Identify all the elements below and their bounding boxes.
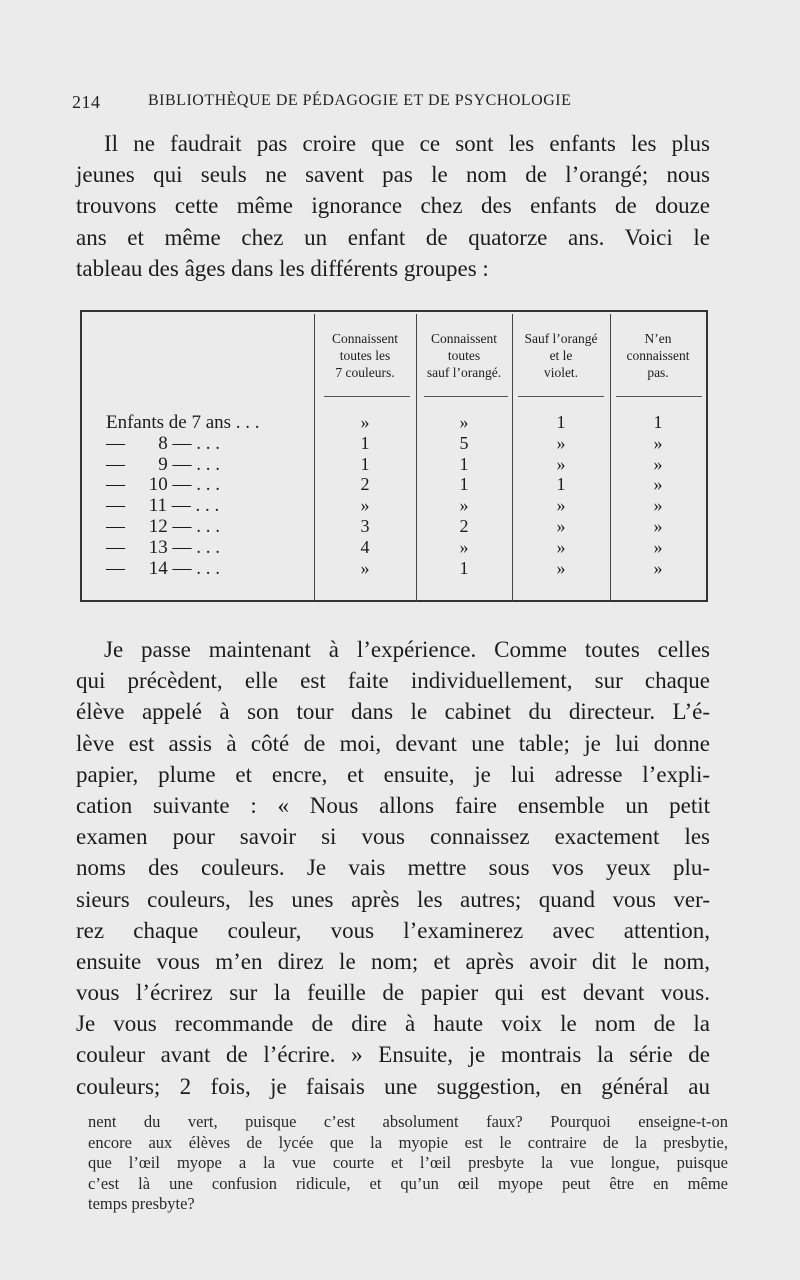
table-cell: » xyxy=(653,557,663,578)
row-label: — 9 — . . . xyxy=(106,453,220,475)
header-rule xyxy=(518,396,604,397)
table-cell: 2 xyxy=(459,516,469,536)
table-cell: » xyxy=(556,453,566,474)
table-cell: 1 xyxy=(459,557,469,578)
column-header: Sauf l’orangé et le violet. xyxy=(524,331,598,380)
table-cell: » xyxy=(459,495,469,516)
table-cell: » xyxy=(459,536,469,557)
paragraph-experiment xyxy=(76,634,710,1102)
age-groups-table xyxy=(80,310,708,602)
table-cell: 1 xyxy=(653,412,663,432)
table-cell: » xyxy=(360,557,370,578)
table-cell: » xyxy=(653,474,663,495)
text-line: examen pour savoir si vous connaissez exactement les xyxy=(76,824,710,850)
table-cell: 4 xyxy=(360,536,370,557)
table-cell: 1 xyxy=(556,412,566,432)
table-cell: » xyxy=(653,536,663,557)
footnote-line: nent du vert, puisque c’est absolument faux? Pourquoi enseigne-t-on xyxy=(88,1112,728,1131)
text-line: papier, plume et encre, et ensuite, je lui adresse l’expli- xyxy=(76,761,710,787)
table-cell: » xyxy=(653,453,663,474)
text-line: Il ne faudrait pas croire que ce sont les enfants les plus xyxy=(104,131,710,156)
column-header: Connaissent toutes les 7 couleurs. xyxy=(332,331,398,380)
footnote-line: que l’œil myope a la vue courte et l’œil presbyte la vue longue, puisque xyxy=(88,1153,728,1172)
header-rule xyxy=(616,396,702,397)
table-cell: 5 xyxy=(459,432,469,453)
text-line: rez chaque couleur, vous l’examinerez avec attention, xyxy=(76,917,710,943)
footnote-line: encore aux élèves de lycée que la myopie est le contraire de la presbytie, xyxy=(88,1132,728,1152)
text-line: ensuite vous m’en direz le nom; et après avoir dit le nom, xyxy=(76,948,710,974)
text-line: noms des couleurs. Je vais mettre sous vos yeux plu- xyxy=(76,855,710,881)
column-header: N’en connaissent pas. xyxy=(626,331,690,380)
text-line: qui précèdent, elle est faite individuellement, sur chaque xyxy=(76,668,710,694)
footnote-line: temps presbyte? xyxy=(88,1194,195,1213)
text-line: trouvons cette même ignorance chez des enfants de douze xyxy=(76,193,710,219)
row-label: — 10 — . . . xyxy=(106,474,220,496)
text-line: jeunes qui seuls ne savent pas le nom de l’orangé; nous xyxy=(76,162,710,188)
row-label: — 12 — . . . xyxy=(106,516,220,537)
text-line: cation suivante : « Nous allons faire ensemble un petit xyxy=(76,792,710,818)
column-header: Connaissent toutes sauf l’orangé. xyxy=(426,331,502,380)
table-cell: 1 xyxy=(360,432,370,453)
page-number: 214 xyxy=(72,92,101,112)
text-line: Je passe maintenant à l’expérience. Comme toutes celles xyxy=(104,637,710,662)
text-line: ans et même chez un enfant de quatorze ans. Voici le xyxy=(76,224,710,250)
text-line: tableau des âges dans les différents groupes : xyxy=(76,255,489,281)
header-rule xyxy=(424,396,508,397)
text-line: couleur avant de l’écrire. » Ensuite, je montrais la série de xyxy=(76,1042,710,1068)
text-line: Je vous recommande de dire à haute voix le nom de la xyxy=(76,1011,710,1037)
header-rule xyxy=(324,396,410,397)
paragraph-intro xyxy=(76,128,710,284)
table-cell: » xyxy=(556,557,566,578)
table-cell: » xyxy=(360,495,370,516)
table-cell: » xyxy=(653,495,663,516)
text-line: couleurs; 2 fois, je faisais une suggestion, en général au xyxy=(76,1073,710,1099)
text-line: sieurs couleurs, les unes après les autres; quand vous ver- xyxy=(76,886,710,912)
table-cell: » xyxy=(556,516,566,536)
row-label: — 8 — . . . xyxy=(106,432,220,454)
table-cell: » xyxy=(556,495,566,516)
row-label: — 13 — . . . xyxy=(106,536,220,558)
text-line: élève appelé à son tour dans le cabinet du directeur. L’é- xyxy=(76,699,710,725)
table-cell: » xyxy=(653,516,663,536)
table-cell: 2 xyxy=(360,474,370,495)
row-label: Enfants de 7 ans . . . xyxy=(106,412,260,433)
table-cell: » xyxy=(556,536,566,557)
footnote xyxy=(88,1112,728,1215)
table-cell: » xyxy=(653,432,663,453)
table-cell: » xyxy=(360,412,370,432)
table-cell: 3 xyxy=(360,516,370,536)
table-cell: 1 xyxy=(459,453,469,474)
table-cell: » xyxy=(556,432,566,453)
text-line: lève est assis à côté de moi, devant une table; je lui donne xyxy=(76,730,710,756)
running-title: BIBLIOTHÈQUE DE PÉDAGOGIE ET DE PSYCHOLOGIE xyxy=(148,92,572,109)
table-cell: 1 xyxy=(360,453,370,474)
table-cell: » xyxy=(459,412,469,432)
row-label: — 14 — . . . xyxy=(106,557,220,579)
table-cell: 1 xyxy=(556,474,566,495)
footnote-line: c’est là une confusion ridicule, et qu’un œil myope peut être en même xyxy=(88,1173,728,1193)
row-label: — 11 — . . . xyxy=(106,495,220,517)
table-cell: 1 xyxy=(459,474,469,495)
text-line: vous l’écrirez sur la feuille de papier qui est devant vous. xyxy=(76,980,710,1006)
